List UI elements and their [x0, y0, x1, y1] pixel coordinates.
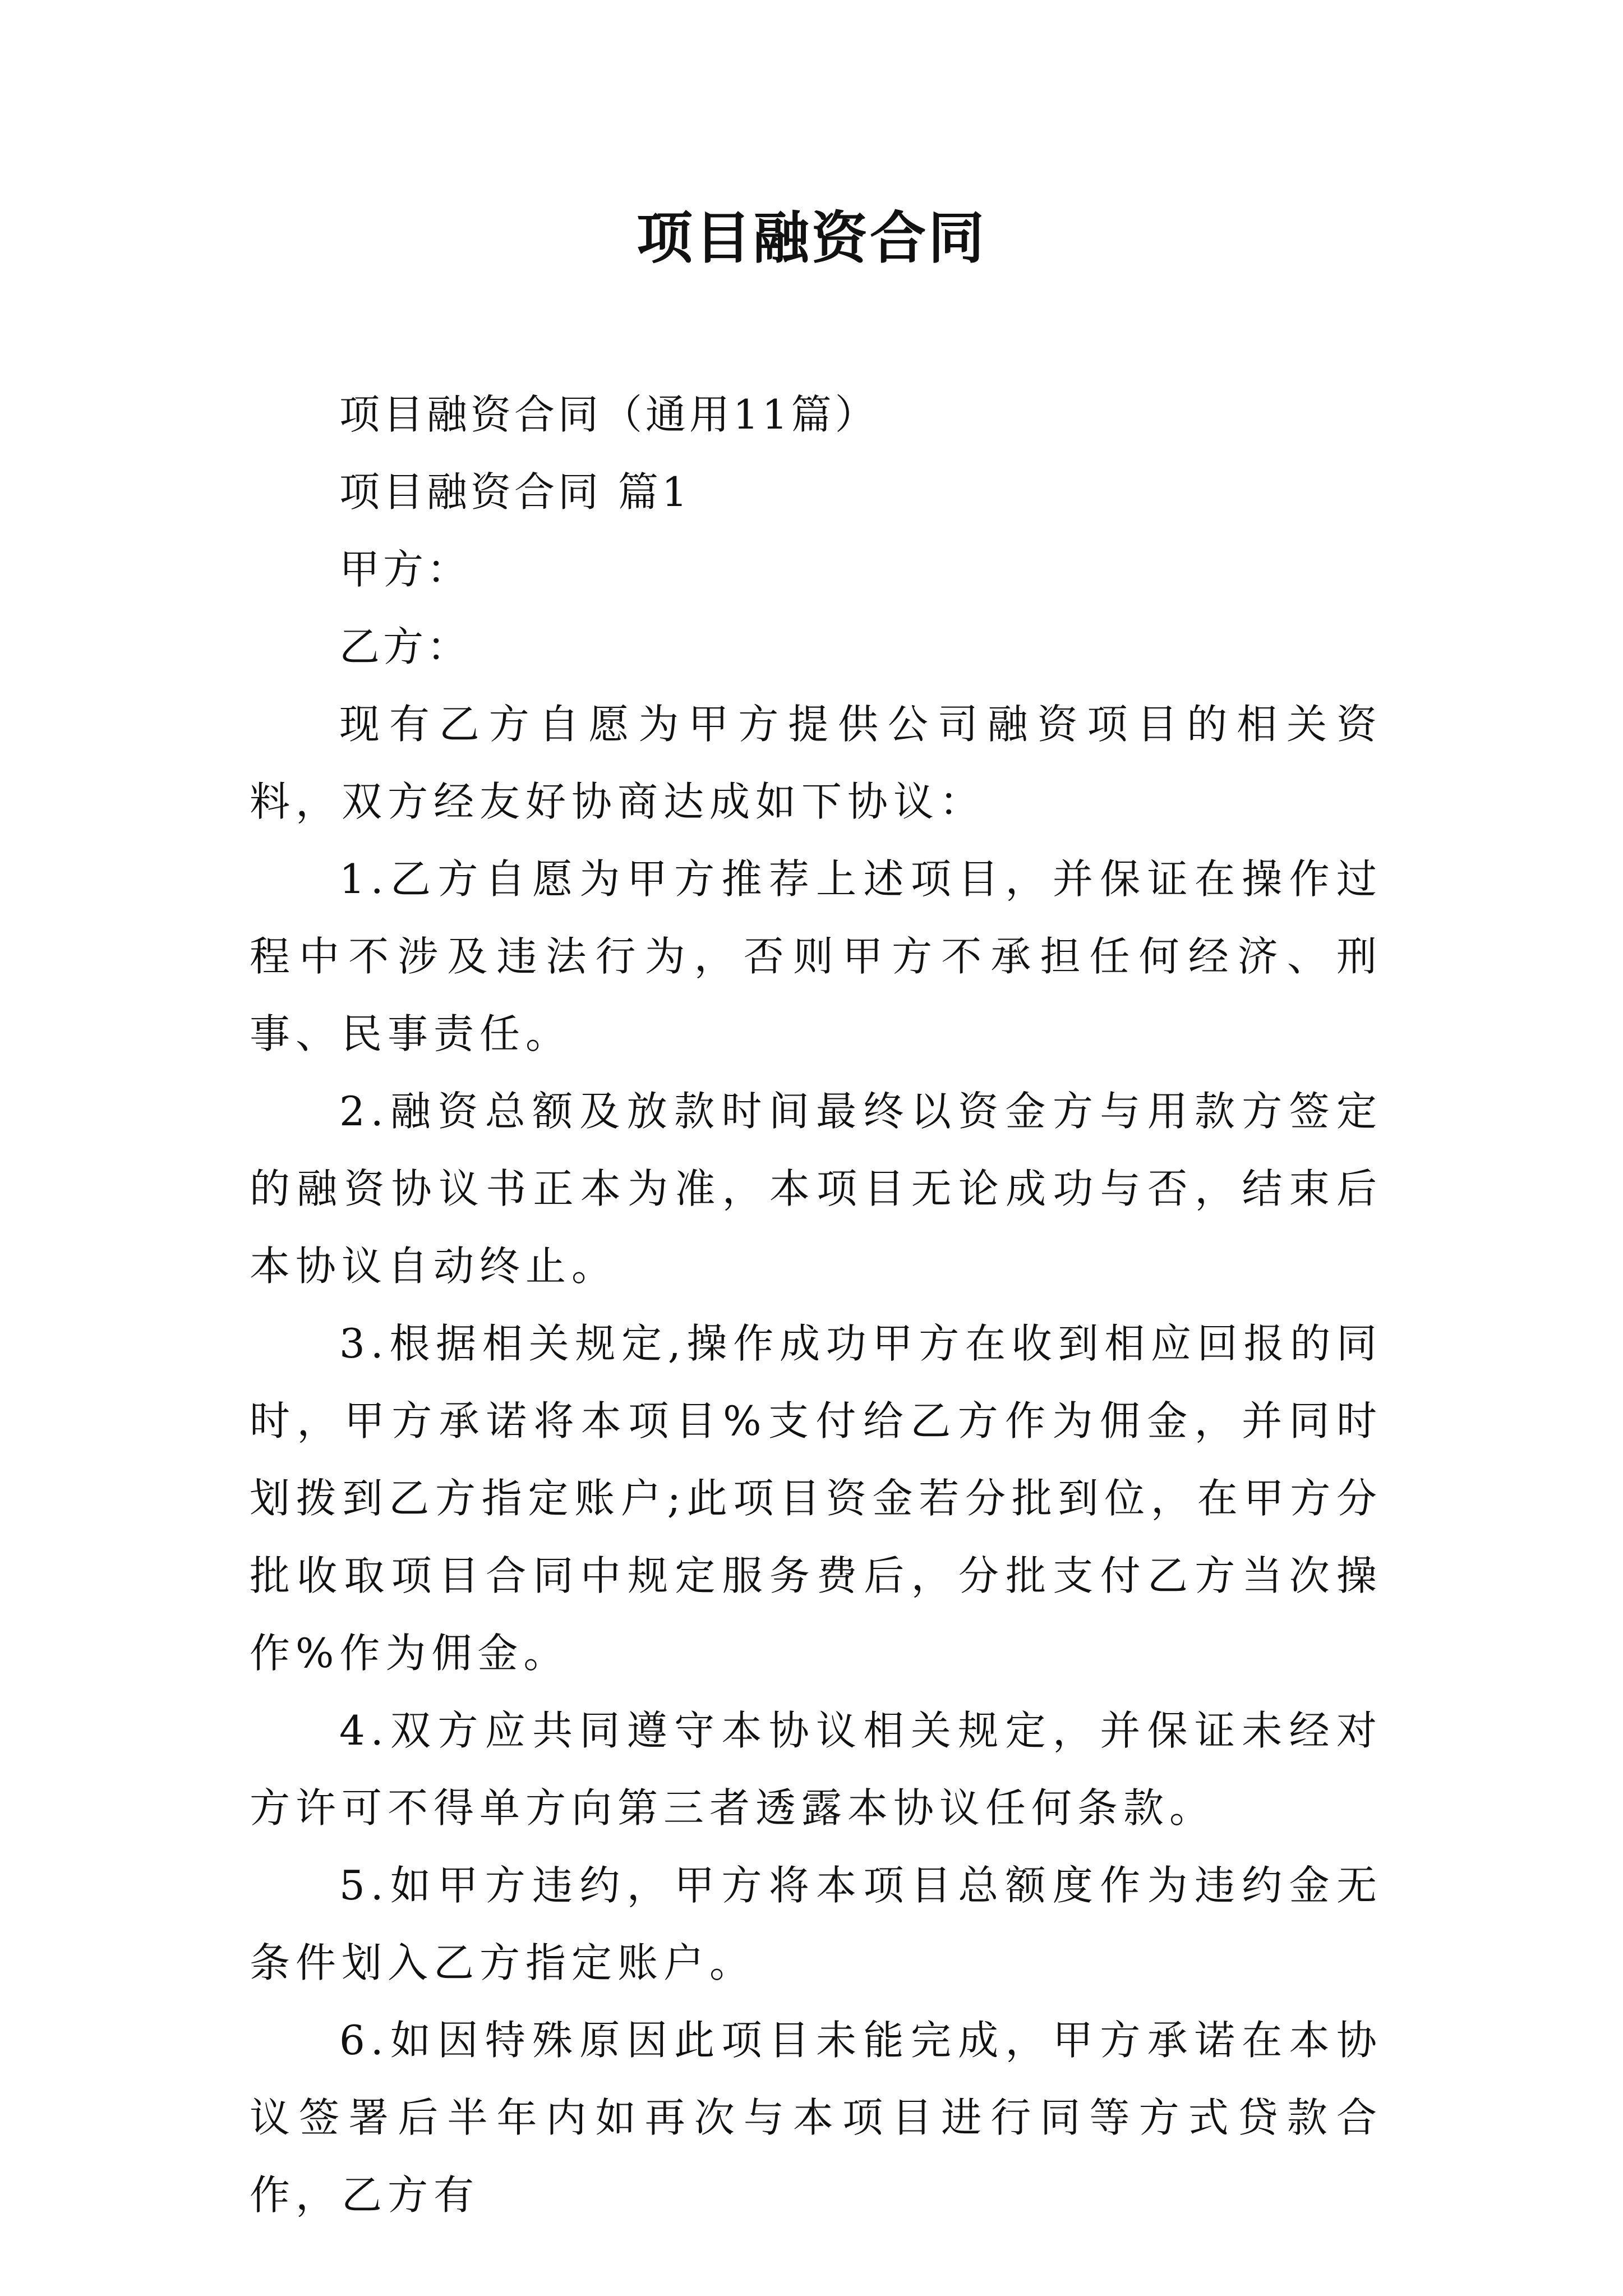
intro-paragraph: 现有乙方自愿为甲方提供公司融资项目的相关资料，双方经友好协商达成如下协议： — [250, 701, 1382, 825]
document-title: 项目融资合同 — [637, 205, 986, 271]
clause-3: 3.根据相关规定,操作成功甲方在收到相应回报的同时，甲方承诺将本项目%支付给乙方作为佣金，并同时划拨到乙方指定账户;此项目资金若分批到位，在甲方分批收取项目合同中规定服务费后，分批支付乙方当次操作%作为佣金。 — [250, 1320, 1382, 1677]
clause-6: 6.如因特殊原因此项目未能完成，甲方承诺在本协议签署后半年内如再次与本项目进行同等方式贷款合作，乙方有 — [250, 2017, 1382, 2219]
clause-1: 1.乙方自愿为甲方推荐上述项目，并保证在操作过程中不涉及违法行为，否则甲方不承担任何经济、刑事、民事责任。 — [250, 855, 1382, 1057]
document-body — [250, 376, 1382, 2234]
clause-2: 2.融资总额及放款时间最终以资金方与用款方签定的融资协议书正本为准，本项目无论成功与否，结束后本协议自动终止。 — [250, 1088, 1382, 1290]
section-heading: 项目融资合同 篇1 — [339, 468, 691, 516]
party-b-line: 乙方： — [339, 623, 471, 670]
party-a-line: 甲方： — [339, 546, 471, 593]
clause-5: 5.如甲方违约，甲方将本项目总额度作为违约金无条件划入乙方指定账户。 — [250, 1862, 1382, 1986]
document-subtitle: 项目融资合同（通用11篇） — [339, 391, 879, 438]
clause-4: 4.双方应共同遵守本协议相关规定，并保证未经对方许可不得单方向第三者透露本协议任何条款。 — [250, 1707, 1382, 1832]
